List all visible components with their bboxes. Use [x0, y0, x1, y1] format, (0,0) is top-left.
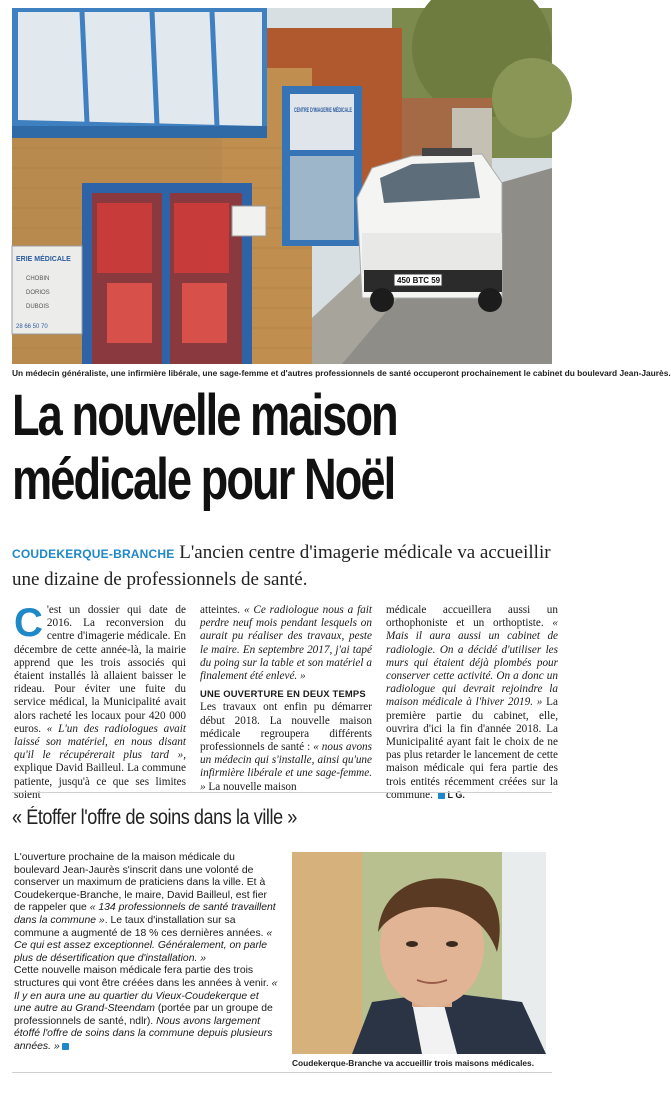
paragraph-text: L'ouverture prochaine de la maison médicale du boulevard Jean-Jaurès s'inscrit dans une volonté de conserver un maximum de praticiens dans la ville. Et à Coudekerque-Branche, le maire, David Bailleul, est fier de rappeler que: [14, 852, 267, 914]
headline: [12, 384, 433, 512]
paragraph-text: Cette nouvelle maison médicale fera partie des trois structures qui vont être créées dans les années à venir.: [14, 965, 272, 989]
section-divider: [12, 792, 552, 793]
quote-text: « Ce qui est assez exceptionnel. Généralement, on parle plus de désertification que d'installation. »: [14, 927, 273, 964]
plaque-name-1: CHOBIN: [26, 276, 50, 282]
section-subhead: UNE OUVERTURE EN DEUX TEMPS: [200, 688, 366, 700]
quote-text: Nous avons largement étoffé l'offre de soins dans la commune depuis plusieurs années. »: [14, 1015, 273, 1052]
article-column-2: [200, 604, 372, 794]
article-column-3: [386, 604, 558, 802]
quote-text: « nous avons un médecin qui s'installe, ainsi qu'une infirmière libérale et une sage-femme. »: [200, 741, 372, 793]
headline-line-1: La nouvelle maison: [12, 383, 397, 448]
standfirst: [12, 540, 552, 592]
end-mark-icon: [62, 1043, 69, 1050]
building-photo: [12, 8, 552, 364]
quote-text: « 134 professionnels de santé travaillent dans la commune »: [14, 902, 276, 926]
paragraph-text: Les travaux ont enfin pu démarrer début 2018. La nouvelle maison médicale regroupera différents professionnels de santé :: [200, 701, 372, 754]
paragraph-text: . Le taux d'installation sur sa commune a augmenté de 18 % ces dernières années.: [14, 914, 267, 939]
standfirst-text: L'ancien centre d'imagerie médicale va accueillir une dizaine de professionnels de santé.: [12, 542, 551, 590]
building-sign: CENTRE D'IMAGERIE MÉDICALE: [294, 107, 397, 114]
paragraph-text: atteintes.: [200, 604, 244, 616]
photo-caption: Coudekerque-Branche va accueillir trois maisons médicales.: [292, 1058, 535, 1068]
paragraph-text: , explique David Bailleul. La commune patiente, jusqu'à ce que ses limites soient: [14, 749, 186, 801]
drop-cap: C: [14, 601, 43, 645]
quote-text: « Il y en aura une au quartier du Vieux-Coudekerque et une autre au Grand-Steendam: [14, 977, 278, 1015]
article-column-1: [14, 601, 186, 802]
quote-text: « L'un des radiologues avait laissé son matériel, en nous disant qu'il le récupérerait plus tard »: [14, 722, 186, 762]
location-label: COUDEKERQUE-BRANCHE: [12, 547, 175, 561]
plaque-title: ERIE MÉDICALE: [16, 256, 71, 263]
quote-text: « Ce radiologue nous a fait perdre neuf mois pendant lesquels on aurait pu réaliser des travaux, peste le maire. En septembre 2017, j'ai tapé du poing sur la table et son matériel a finalement été enlevé. »: [200, 604, 372, 683]
paragraph-text: La nouvelle maison: [205, 780, 297, 793]
plaque-name-3: DUBOIS: [26, 304, 50, 310]
building-photo-illustration: [12, 8, 552, 364]
paragraph-text: médicale accueillera aussi un orthophoniste et un orthoptiste.: [386, 604, 558, 630]
box-title: « Étoffer l'offre de soins dans la ville »: [12, 806, 297, 829]
box-text: [14, 852, 278, 1054]
article-body: [14, 601, 558, 801]
headline-line-2: médicale pour Noël: [12, 447, 395, 512]
plaque-phone: 28 66 50 70: [16, 324, 48, 330]
mayor-photo: [292, 852, 546, 1054]
paragraph-text: 'est un dossier qui date de 2016. La reconversion du centre d'imagerie médicale. En décembre de cette année-là, la mairie apprend que les trois associés qui étaient installés là allaient baisser le rideau. Pour éviter une fuite du service médical, la Municipalité avait alors racheté les locaux pour 420 000 euros.: [14, 604, 186, 735]
mayor-portrait-illustration: [292, 852, 546, 1054]
plaque-name-2: DORIOS: [26, 290, 50, 296]
license-plate: 450 BTC 59: [397, 276, 441, 285]
author-signature: L G.: [447, 789, 465, 800]
paragraph-text: (portée par un groupe de professionnels de santé, ndlr).: [14, 1003, 273, 1027]
section-divider: [12, 1072, 552, 1073]
quote-text: « Mais il aura aussi un cabinet de radiologie. On a décidé d'utiliser les murs qui étaient déjà plombés pour conserver cette activité. On a donc un radiologue qui devrait rejoindre la maison médicale à l'hiver 2019. »: [386, 617, 558, 709]
photo-caption: Un médecin généraliste, une infirmière libérale, une sage-femme et d'autres professionnels de santé occuperont prochainement le cabinet du boulevard Jean-Jaurès.: [12, 368, 671, 378]
paragraph-text: La première partie du cabinet, elle, ouvrira d'ici la fin d'année 2018. La Municipalité ayant fait le choix de ne pas plus retarder le lancement de cette maison médicale qui fera partie des trois entités récemment créées sur la commune.: [386, 696, 558, 801]
